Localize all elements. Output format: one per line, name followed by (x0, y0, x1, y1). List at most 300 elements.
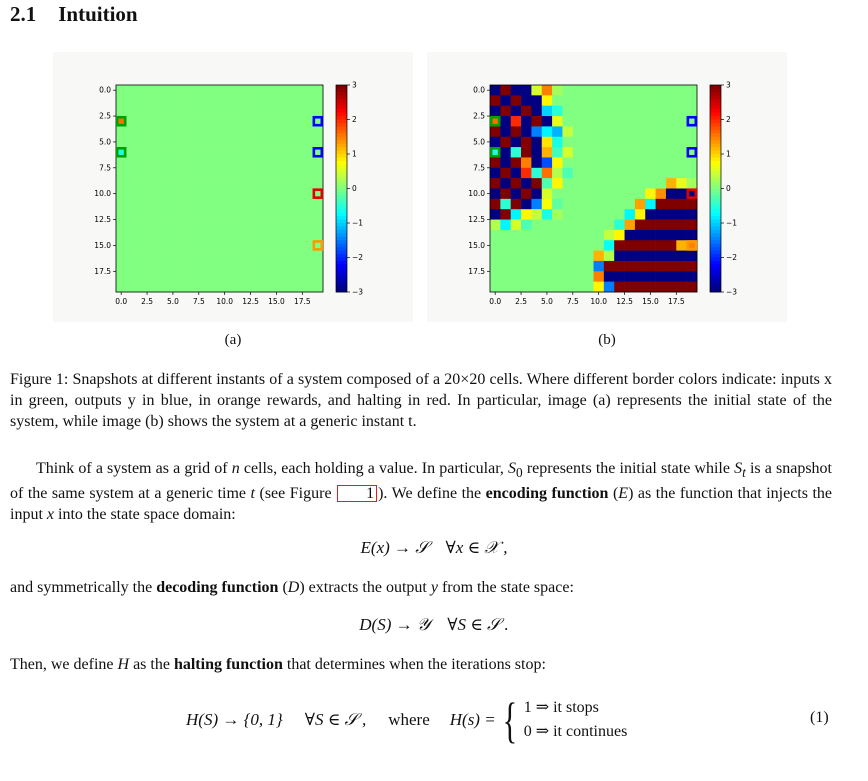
heatmap-cell (521, 220, 532, 231)
heatmap-cell (209, 157, 220, 168)
heatmap-cell (573, 116, 584, 127)
heatmap-cell (178, 199, 189, 210)
heatmap-cell (583, 251, 594, 262)
heatmap-cell (147, 147, 158, 158)
heatmap-cell (490, 240, 501, 251)
heatmap-cell (178, 168, 189, 179)
heatmap-cell (137, 85, 148, 96)
heatmap-cell (583, 168, 594, 179)
heatmap-cell (542, 95, 553, 106)
y-tick-label: 10.0 (94, 189, 111, 199)
colorbar-segment (710, 285, 721, 289)
heatmap-cell (511, 199, 522, 210)
heatmap-cell (614, 251, 625, 262)
heatmap-cell (656, 209, 667, 220)
heatmap-cell (656, 137, 667, 148)
heatmap-cell (676, 178, 687, 189)
y-tick-label: 12.5 (94, 215, 111, 225)
text-run: as the (129, 656, 174, 673)
colorbar-segment (336, 133, 347, 137)
heatmap-cell (168, 85, 179, 96)
text-run: ) as the function that injects the input (10, 485, 833, 524)
heatmap-cell (656, 95, 667, 106)
heatmap-cell (531, 199, 542, 210)
heatmap-cell (157, 95, 168, 106)
heatmap-cell (687, 126, 698, 137)
heatmap-cell (604, 85, 615, 96)
heatmap-cell (500, 282, 511, 293)
heatmap-cell (302, 261, 313, 272)
heatmap-cell (168, 271, 179, 282)
heatmap-cell (292, 271, 303, 282)
heatmap-cell (209, 126, 220, 137)
figure-reference-link[interactable]: 1 (337, 485, 377, 502)
heatmap-cell (271, 230, 282, 241)
heatmap-cell (147, 116, 158, 127)
heatmap-cell (531, 168, 542, 179)
colorbar-segment (336, 285, 347, 289)
heatmap-cell (116, 282, 127, 293)
heatmap-cell (573, 85, 584, 96)
eq-hs: H(s) = (449, 710, 496, 729)
section-number: 2.1 (10, 2, 37, 26)
colorbar-segment (336, 199, 347, 203)
heatmap-cell (490, 199, 501, 210)
heatmap-cell (147, 189, 158, 200)
heatmap-cell (511, 251, 522, 262)
heatmap-cell (137, 147, 148, 158)
heatmap-cell (126, 137, 137, 148)
colorbar-segment (710, 258, 721, 262)
heatmap-cell (531, 209, 542, 220)
heatmap-cell (531, 178, 542, 189)
caption-label: Figure 1: (10, 371, 69, 388)
heatmap-cell (531, 116, 542, 127)
heatmap-cell (500, 157, 511, 168)
heatmap-cell (645, 251, 656, 262)
heatmap-cell (531, 282, 542, 293)
heatmap-cell (656, 261, 667, 272)
heatmap-cell (490, 157, 501, 168)
colorbar-segment (710, 88, 721, 92)
heatmap-cell (147, 220, 158, 231)
colorbar-segment (710, 192, 721, 196)
heatmap-cell (562, 209, 573, 220)
heatmap-cell (645, 261, 656, 272)
colorbar-segment (336, 106, 347, 110)
heatmap-cell (666, 95, 677, 106)
heatmap-cell (313, 282, 324, 293)
heatmap-cell (645, 147, 656, 158)
heatmap-cell (511, 189, 522, 200)
heatmap-cell (220, 189, 231, 200)
heatmap-cell (220, 251, 231, 262)
heatmap-cell (676, 189, 687, 200)
heatmap-cell (542, 282, 553, 293)
heatmap-cell (168, 95, 179, 106)
heatmap-cell (220, 282, 231, 293)
heatmap-cell (220, 240, 231, 251)
eq-lhs: D(S) → 𝒴 (359, 615, 431, 634)
colorbar-segment (710, 175, 721, 179)
heatmap-cell (251, 251, 262, 262)
heatmap-cell (220, 271, 231, 282)
heatmap-cell (302, 85, 313, 96)
heatmap-cell (490, 282, 501, 293)
heatmap-cell (126, 199, 137, 210)
heatmap-cell (656, 178, 667, 189)
heatmap-cell (126, 178, 137, 189)
heatmap-cell (552, 116, 563, 127)
heatmap-cell (562, 230, 573, 241)
heatmap-cell (573, 199, 584, 210)
heatmap-cell (531, 261, 542, 272)
x-tick-label: 5.0 (166, 297, 179, 306)
heatmap-cell (676, 271, 687, 282)
heatmap-cell (116, 168, 127, 179)
heatmap-cell (614, 147, 625, 158)
heatmap-cell (687, 251, 698, 262)
heatmap-cell (157, 282, 168, 293)
colorbar-segment (336, 195, 347, 199)
heatmap-cell (261, 261, 272, 272)
subcaption-b: (b) (598, 332, 616, 348)
colorbar-segment (710, 220, 721, 224)
heatmap-cell (261, 230, 272, 241)
colorbar-segment (710, 126, 721, 130)
heatmap-cell (137, 116, 148, 127)
colorbar-segment (336, 178, 347, 182)
heatmap-cell (271, 178, 282, 189)
colorbar-segment (710, 109, 721, 113)
heatmap-cell (302, 137, 313, 148)
heatmap-cell (137, 199, 148, 210)
heatmap-cell (542, 168, 553, 179)
colorbar-tick-label: 2 (352, 115, 357, 124)
heatmap-cell (147, 178, 158, 189)
heatmap-cell (583, 147, 594, 158)
colorbar-segment (336, 109, 347, 113)
heatmap-cell (511, 85, 522, 96)
colorbar-segment (336, 182, 347, 186)
text-run: ( (608, 485, 619, 503)
text-run: and symmetrically the (10, 579, 157, 596)
heatmap-cell (147, 95, 158, 106)
heatmap-cell (282, 85, 293, 96)
heatmap-cell (583, 240, 594, 251)
heatmap-cell (230, 271, 241, 282)
x-tick-label: 2.5 (141, 297, 154, 306)
heatmap-cell (313, 126, 324, 137)
heatmap-cell (240, 126, 251, 137)
heatmap-cell (209, 178, 220, 189)
heatmap-cell (645, 189, 656, 200)
heatmap-cell (230, 251, 241, 262)
heatmap-cell (645, 106, 656, 117)
text-run: into the state space domain: (54, 506, 236, 524)
heatmap-cell (261, 126, 272, 137)
heatmap-cell (500, 251, 511, 262)
heatmap-cell (116, 271, 127, 282)
heatmap-cell (137, 126, 148, 137)
heatmap-cell (220, 178, 231, 189)
heatmap-cell (583, 157, 594, 168)
heatmap-cell (511, 240, 522, 251)
heatmap-cell (261, 282, 272, 293)
heatmap-cell (251, 137, 262, 148)
heatmap-cell (137, 209, 148, 220)
heatmap-cell (126, 189, 137, 200)
x-tick-label: 0.0 (489, 297, 502, 306)
colorbar-tick-label: 2 (726, 115, 731, 124)
heatmap-cell (656, 240, 667, 251)
heatmap-cell (500, 168, 511, 179)
heatmap-cell (594, 261, 605, 272)
heatmap-cell (261, 95, 272, 106)
heatmap-cell (542, 116, 553, 127)
heatmap-cell (137, 271, 148, 282)
heatmap-cell (126, 251, 137, 262)
paragraph-2 (10, 577, 832, 598)
heatmap-cell (521, 230, 532, 241)
colorbar-tick-label: −2 (352, 253, 364, 262)
heatmap-cell (261, 178, 272, 189)
heatmap-cell (116, 220, 127, 231)
heatmap-cell (604, 168, 615, 179)
y-tick-label: 0.0 (473, 85, 485, 95)
heatmap-cell (230, 85, 241, 96)
heatmap-cell (282, 209, 293, 220)
heatmap-cell (656, 220, 667, 231)
heatmap-cell (573, 126, 584, 137)
colorbar-segment (336, 157, 347, 161)
heatmap-cell (188, 199, 199, 210)
heatmap-cell (168, 126, 179, 137)
x-tick-label: 12.5 (616, 297, 633, 306)
heatmap-cell (562, 220, 573, 231)
colorbar-segment (710, 206, 721, 210)
heatmap-cell (552, 157, 563, 168)
heatmap-cell (199, 116, 210, 127)
heatmap-cell (511, 106, 522, 117)
colorbar-segment (336, 102, 347, 106)
heatmap-cell (645, 157, 656, 168)
heatmap-cell (656, 116, 667, 127)
colorbar-segment (336, 278, 347, 282)
heatmap-cell (126, 240, 137, 251)
heatmap-cell (292, 178, 303, 189)
heatmap-cell (542, 199, 553, 210)
heatmap-cell (583, 282, 594, 293)
figure-caption (10, 369, 832, 432)
heatmap-cell (614, 230, 625, 241)
heatmap-cell (240, 85, 251, 96)
math-s: S (508, 460, 517, 477)
heatmap-cell (188, 126, 199, 137)
heatmap-cell (220, 85, 231, 96)
heatmap-cell (614, 85, 625, 96)
heatmap-cell (157, 271, 168, 282)
heatmap-cell (188, 178, 199, 189)
heatmap-cell (251, 116, 262, 127)
colorbar-segment (710, 268, 721, 272)
colorbar-segment (336, 209, 347, 213)
heatmap-cell (511, 147, 522, 158)
heatmap-cell (676, 282, 687, 293)
heatmap-cell (116, 209, 127, 220)
heatmap-cell (500, 95, 511, 106)
heatmap-cell (666, 137, 677, 148)
colorbar-segment (336, 171, 347, 175)
heatmap-cell (292, 209, 303, 220)
heatmap-cell (251, 271, 262, 282)
colorbar-segment (710, 226, 721, 230)
heatmap-cell (292, 282, 303, 293)
heatmap-cell (292, 261, 303, 272)
heatmap-cell (271, 240, 282, 251)
heatmap-cell (199, 261, 210, 272)
heatmap-cell (500, 271, 511, 282)
heatmap-cell (500, 261, 511, 272)
heatmap-cell (178, 271, 189, 282)
heatmap-cell (521, 251, 532, 262)
heatmap-cell (292, 199, 303, 210)
heatmap-cell (240, 106, 251, 117)
heatmap-cell (116, 85, 127, 96)
heatmap-cell (625, 168, 636, 179)
colorbar-segment (710, 230, 721, 234)
heatmap-cell (583, 189, 594, 200)
heatmap-cell (490, 126, 501, 137)
heatmap-cell (292, 251, 303, 262)
heatmap-cell (209, 116, 220, 127)
heatmap-cell (209, 209, 220, 220)
heatmap-cell (500, 209, 511, 220)
heatmap-cell (313, 261, 324, 272)
heatmap-cell (521, 271, 532, 282)
colorbar-segment (336, 164, 347, 168)
heatmap-cell (220, 230, 231, 241)
heatmap-cell (282, 95, 293, 106)
colorbar-segment (336, 88, 347, 92)
eq-case-stop: 1 ⇒ it stops (523, 699, 599, 716)
heatmap-cell (230, 157, 241, 168)
bold-term: decoding function (156, 579, 279, 596)
heatmap-cell (500, 137, 511, 148)
colorbar-segment (336, 147, 347, 151)
colorbar-segment (336, 251, 347, 255)
heatmap-cell (178, 209, 189, 220)
heatmap-cell (271, 271, 282, 282)
colorbar-segment (336, 120, 347, 124)
x-tick-label: 17.5 (293, 297, 311, 306)
heatmap-cell (230, 230, 241, 241)
heatmap-cell (282, 271, 293, 282)
heatmap-cell (251, 106, 262, 117)
figure-panel-a (53, 52, 413, 322)
heatmap-cell (292, 95, 303, 106)
heatmap-cell (635, 282, 646, 293)
colorbar-segment (336, 275, 347, 279)
heatmap-cell (282, 126, 293, 137)
heatmap-cell (147, 282, 158, 293)
heatmap-cell (116, 251, 127, 262)
heatmap-cell (490, 271, 501, 282)
heatmap-cell (521, 209, 532, 220)
colorbar-segment (336, 144, 347, 148)
equation-encoding (0, 538, 868, 558)
heatmap-cell (676, 106, 687, 117)
colorbar-segment (336, 244, 347, 248)
heatmap-cell (656, 282, 667, 293)
equation-number: (1) (810, 709, 829, 726)
heatmap-cell (292, 116, 303, 127)
colorbar-segment (710, 113, 721, 117)
heatmap-cell (490, 209, 501, 220)
heatmap-cell (521, 261, 532, 272)
heatmap-cell (500, 106, 511, 117)
heatmap-cell (199, 157, 210, 168)
heatmap-cell (292, 106, 303, 117)
heatmap-cell (562, 199, 573, 210)
heatmap-cell (240, 178, 251, 189)
math-x: x (46, 506, 54, 524)
x-tick-label: 7.5 (192, 297, 205, 306)
heatmap-cell (271, 189, 282, 200)
heatmap-cell (292, 126, 303, 137)
colorbar-segment (710, 199, 721, 203)
colorbar-segment (336, 240, 347, 244)
heatmap-cell (178, 147, 189, 158)
heatmap-cell (147, 240, 158, 251)
heatmap-cell (594, 282, 605, 293)
heatmap-cell (168, 230, 179, 241)
heatmap-cell (552, 240, 563, 251)
heatmap-cell (573, 271, 584, 282)
heatmap-cell (178, 116, 189, 127)
heatmap-cell (594, 137, 605, 148)
colorbar-segment (710, 275, 721, 279)
heatmap-cell (666, 178, 677, 189)
heatmap-cell (168, 178, 179, 189)
heatmap-cell (157, 240, 168, 251)
y-tick-label: 7.5 (99, 163, 111, 173)
heatmap-cell (594, 240, 605, 251)
heatmap-cell (511, 178, 522, 189)
heatmap-cell (313, 230, 324, 241)
heatmap-cell (240, 240, 251, 251)
colorbar-segment (336, 126, 347, 130)
heatmap-cell (313, 85, 324, 96)
heatmap-cell (614, 189, 625, 200)
colorbar-segment (336, 192, 347, 196)
heatmap-cell (251, 189, 262, 200)
x-tick-label: 2.5 (515, 297, 528, 306)
heatmap-cell (500, 126, 511, 137)
heatmap-cell (199, 271, 210, 282)
text-run: that determines when the iterations stop: (282, 656, 546, 673)
heatmap-cell (531, 85, 542, 96)
colorbar-segment (336, 99, 347, 103)
heatmap-cell (126, 220, 137, 231)
heatmap-cell (116, 95, 127, 106)
colorbar-segment (336, 185, 347, 189)
heatmap-cell (542, 261, 553, 272)
heatmap-cell (220, 168, 231, 179)
colorbar-segment (710, 154, 721, 158)
heatmap-cell (302, 126, 313, 137)
heatmap-cell (511, 282, 522, 293)
